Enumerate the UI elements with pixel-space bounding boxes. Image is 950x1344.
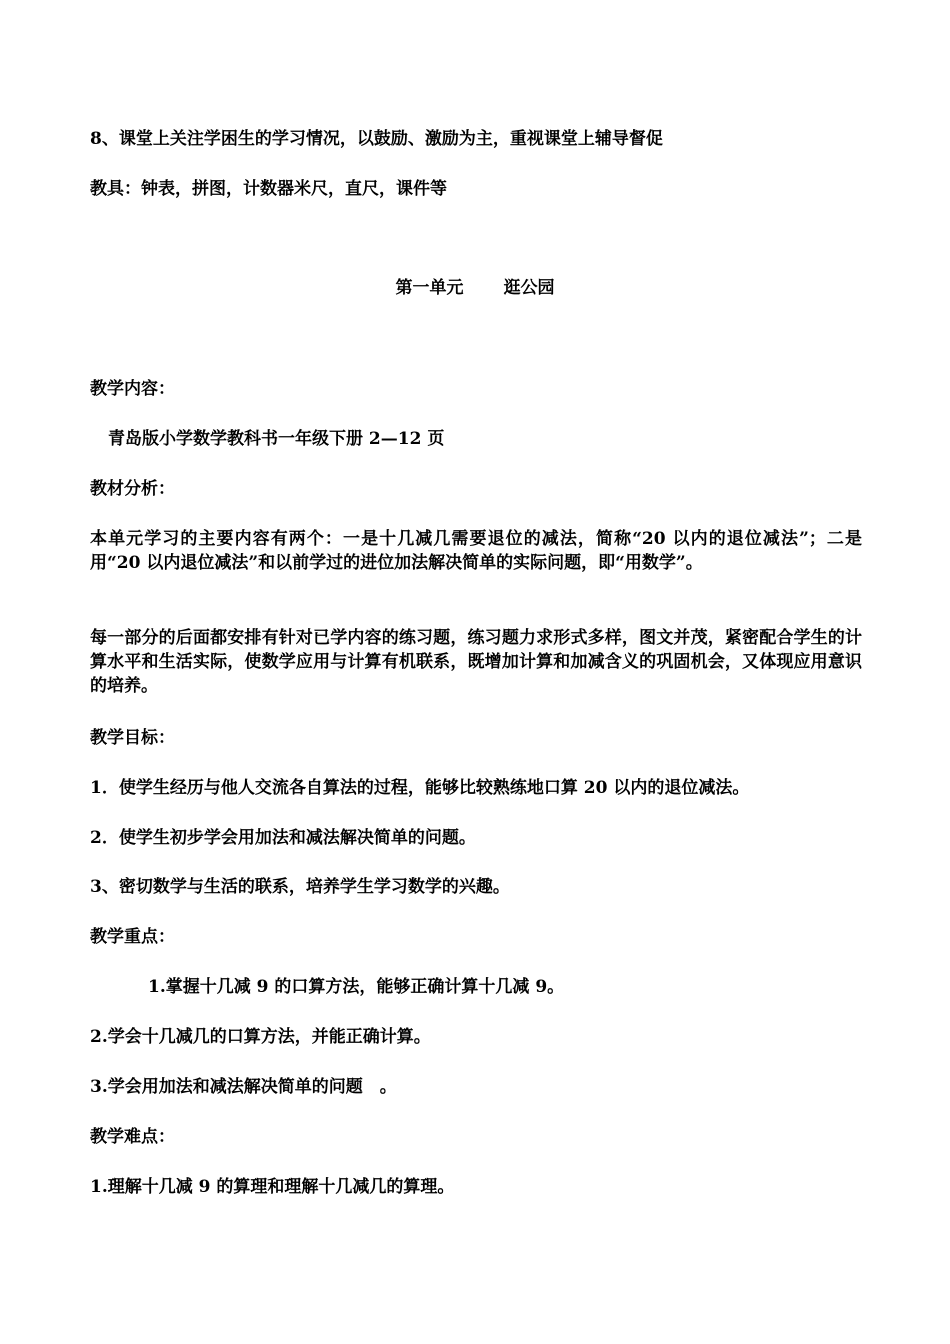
teaching-tools: 教具：钟表，拼图，计数器米尺，直尺，课件等 <box>90 179 447 199</box>
unit-name: 逛公园 <box>503 278 555 298</box>
key-point-3: 3.学会用加法和减法解决简单的问题 。 <box>90 1077 397 1097</box>
unit-label: 第一单元 <box>395 278 464 298</box>
key-point-1: 1.掌握十几减 9 的口算方法，能够正确计算十几减 9。 <box>148 977 565 997</box>
difficulty-1: 1.理解十几减 9 的算理和理解十几减几的算理。 <box>90 1177 455 1197</box>
goals-heading: 教学目标： <box>90 728 175 748</box>
item-8: 8、课堂上关注学困生的学习情况，以鼓励、激励为主，重视课堂上辅导督促 <box>90 129 663 149</box>
goal-1: 1．使学生经历与他人交流各自算法的过程，能够比较熟练地口算 20 以内的退位减法。 <box>90 778 750 798</box>
analysis-paragraph-1: 本单元学习的主要内容有两个：一是十几减几需要退位的减法，简称“20 以内的退位减法”；二是用“20 以内退位减法”和以前学过的进位加法解决简单的实际问题，即“用数学”。 <box>90 529 862 573</box>
difficulty-heading: 教学难点： <box>90 1127 175 1147</box>
key-point-2: 2.学会十几减几的口算方法，并能正确计算。 <box>90 1027 431 1047</box>
content-heading: 教学内容： <box>90 379 175 399</box>
goal-3: 3、密切数学与生活的联系，培养学生学习数学的兴趣。 <box>90 877 510 897</box>
analysis-paragraph-2: 每一部分的后面都安排有针对已学内容的练习题，练习题力求形式多样，图文并茂，紧密配合学生的计算水平和生活实际，使数学应用与计算有机联系，既增加计算和加减含义的巩固机会，又体现应用意识的培养。 <box>90 628 862 696</box>
content-text: 青岛版小学数学教科书一年级下册 2—12 页 <box>108 429 445 449</box>
key-heading: 教学重点： <box>90 927 175 947</box>
goal-2: 2．使学生初步学会用加法和减法解决简单的问题。 <box>90 828 476 848</box>
unit-title <box>0 276 950 300</box>
analysis-heading: 教材分析： <box>90 479 175 499</box>
